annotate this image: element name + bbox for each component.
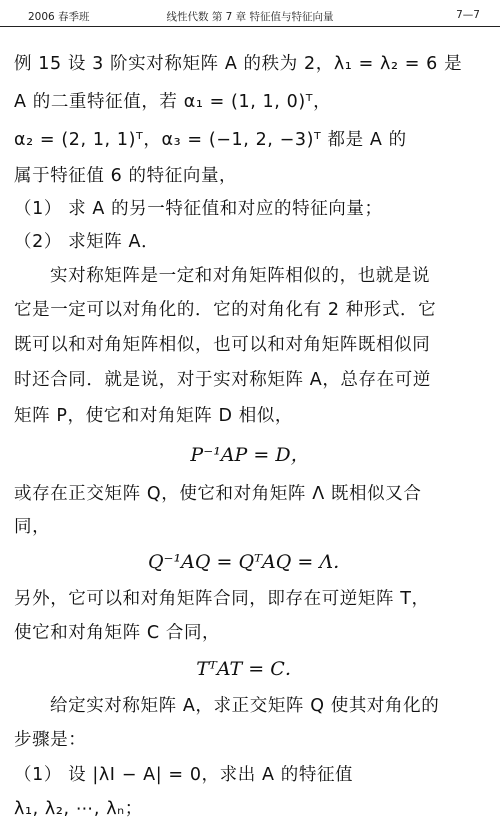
text-line: 步骤是： xyxy=(14,730,87,750)
text-line: 例 15 设 3 阶实对称矩阵 A 的秩为 2，λ₁ = λ₂ = 6 是 xyxy=(14,54,463,74)
text-line: 属于特征值 6 的特征向量， xyxy=(14,166,238,186)
text-line: A 的二重特征值，若 α₁ = (1, 1, 0)ᵀ， xyxy=(14,92,332,112)
equation-t-congruence: TᵀAT = C． xyxy=(196,658,304,680)
text-line: 另外，它可以和对角矩阵合同，即存在可逆矩阵 T， xyxy=(14,589,430,609)
equation-p-similarity: P⁻¹AP = D， xyxy=(190,444,310,466)
text-line: （1） 设 |λI − A| = 0，求出 A 的特征值 xyxy=(14,765,354,785)
text-line: 给定实对称矩阵 A，求正交矩阵 Q 使其对角化的 xyxy=(50,696,440,716)
text-line: 它是一定可以对角化的．它的对角化有 2 种形式．它 xyxy=(14,300,437,320)
text-line: （1） 求 A 的另一特征值和对应的特征向量； xyxy=(14,199,383,219)
header-chapter-title: 线性代数 第 7 章 特征值与特征向量 xyxy=(166,11,334,23)
header-page-number: 7—7 xyxy=(456,9,480,21)
text-line: λ₁, λ₂, ⋯, λₙ； xyxy=(14,799,143,819)
text-line: 使它和对角矩阵 C 合同， xyxy=(14,623,221,643)
text-line: 时还合同．就是说，对于实对称矩阵 A，总存在可逆 xyxy=(14,370,431,390)
equation-q-orthogonal: Q⁻¹AQ = QᵀAQ = Λ． xyxy=(147,551,353,573)
header-course-term: 2006 春季班 xyxy=(28,11,90,23)
text-line: α₂ = (2, 1, 1)ᵀ，α₃ = (−1, 2, −3)ᵀ 都是 A 的 xyxy=(14,130,407,150)
text-line: 既可以和对角矩阵相似，也可以和对角矩阵既相似同 xyxy=(14,335,431,355)
page-header xyxy=(0,0,500,27)
text-line: 实对称矩阵是一定和对角矩阵相似的，也就是说 xyxy=(50,266,431,286)
text-line: （2） 求矩阵 A． xyxy=(14,232,160,252)
text-line: 或存在正交矩阵 Q，使它和对角矩阵 Λ 既相似又合 xyxy=(14,484,422,504)
text-line: 矩阵 P，使它和对角矩阵 D 相似， xyxy=(14,406,294,426)
text-line: 同， xyxy=(14,517,51,537)
